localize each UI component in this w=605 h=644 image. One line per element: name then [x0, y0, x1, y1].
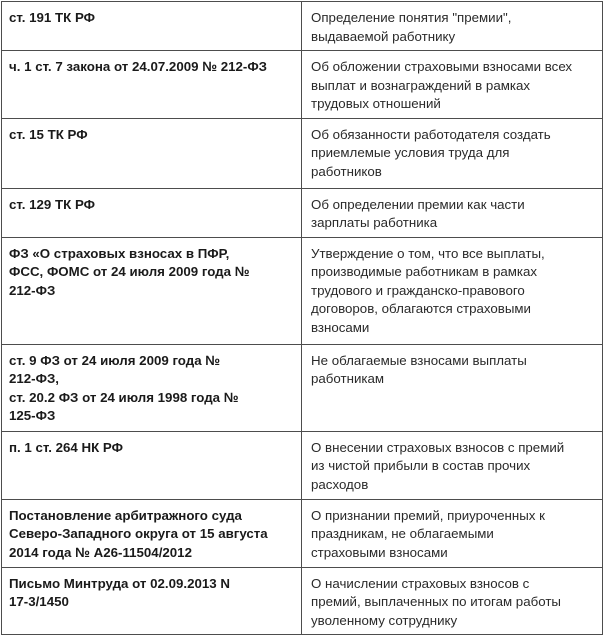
description-cell: О признании премий, приуроченных к праздникам, не облагаемыми страховыми взносами [302, 499, 603, 567]
source-cell: ч. 1 ст. 7 закона от 24.07.2009 № 212-ФЗ [2, 51, 302, 119]
description-cell: О начислении страховых взносов с премий, выплаченных по итогам работы уволенному сотруднику [302, 567, 603, 635]
table-row [2, 2, 603, 51]
legal-references-table [1, 1, 603, 635]
source-cell: Постановление арбитражного суда Северо-Западного округа от 15 августа 2014 года № А26-11504/2012 [2, 499, 302, 567]
source-cell: ст. 191 ТК РФ [2, 2, 302, 51]
table-row [2, 567, 603, 635]
description-cell: Об определении премии как части зарплаты работника [302, 188, 603, 237]
source-cell: ст. 9 ФЗ от 24 июля 2009 года № 212-ФЗ, ст. 20.2 ФЗ от 24 июля 1998 года № 125-ФЗ [2, 344, 302, 431]
table-row [2, 499, 603, 567]
table-row [2, 118, 603, 188]
source-cell: Письмо Минтруда от 02.09.2013 N 17-3/1450 [2, 567, 302, 635]
description-cell: Определение понятия "премии", выдаваемой работнику [302, 2, 603, 51]
description-cell: Об обложении страховыми взносами всех выплат и вознаграждений в рамках трудовых отношений [302, 51, 603, 119]
table-row [2, 51, 603, 119]
table-row [2, 344, 603, 431]
table-row [2, 237, 603, 344]
source-cell: ФЗ «О страховых взносах в ПФР, ФСС, ФОМС от 24 июля 2009 года № 212-ФЗ [2, 237, 302, 344]
table-body [2, 2, 603, 635]
table-row [2, 431, 603, 499]
table-row [2, 188, 603, 237]
description-cell: О внесении страховых взносов с премий из чистой прибыли в состав прочих расходов [302, 431, 603, 499]
source-cell: п. 1 ст. 264 НК РФ [2, 431, 302, 499]
description-cell: Не облагаемые взносами выплаты работникам [302, 344, 603, 431]
source-cell: ст. 129 ТК РФ [2, 188, 302, 237]
description-cell: Об обязанности работодателя создать приемлемые условия труда для работников [302, 118, 603, 188]
source-cell: ст. 15 ТК РФ [2, 118, 302, 188]
description-cell: Утверждение о том, что все выплаты, производимые работникам в рамках трудового и гражданско-правового договоров, облагаются страховыми взносами [302, 237, 603, 344]
